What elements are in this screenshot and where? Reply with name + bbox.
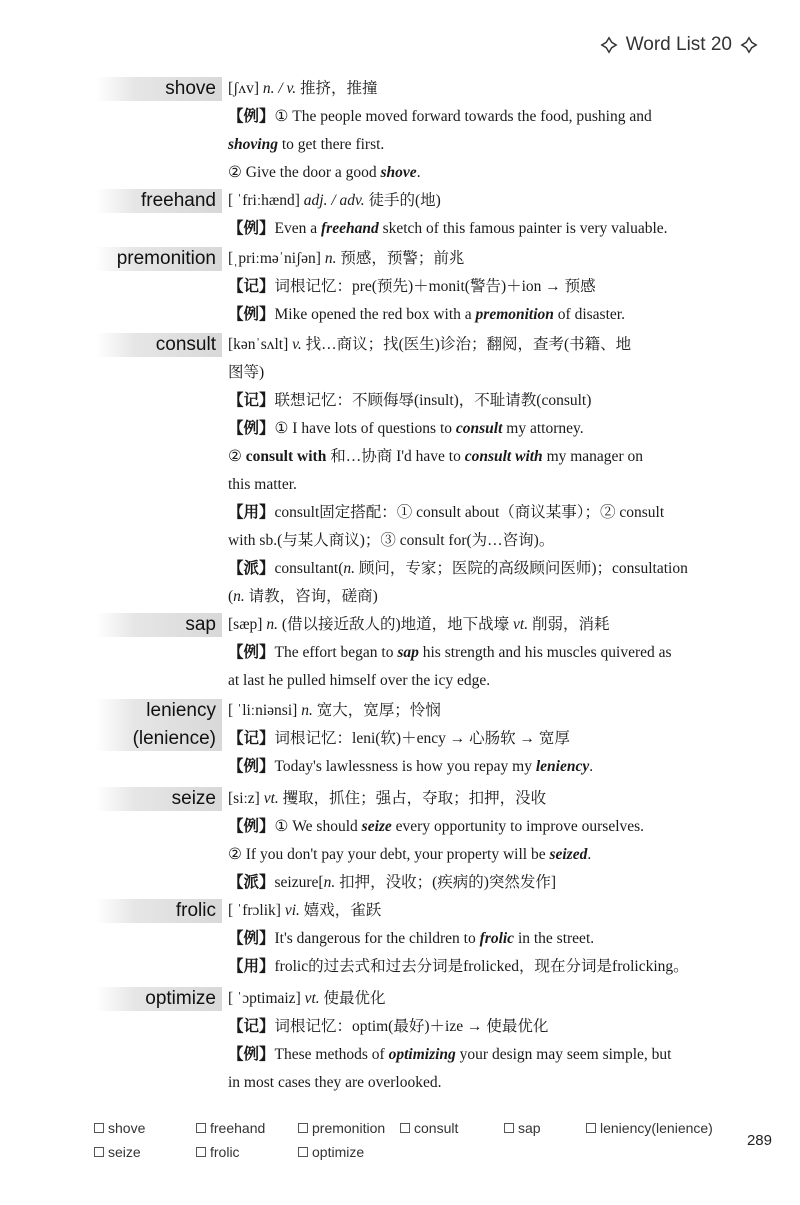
text-run: [sæp] (228, 616, 267, 633)
entry-line (228, 817, 752, 837)
label-tag: 【派】 (228, 560, 275, 577)
checkbox-icon[interactable] (94, 1147, 104, 1157)
text-run: ② (228, 448, 246, 465)
entry-line (228, 107, 752, 127)
text-run: ( (228, 588, 234, 605)
checklist-item[interactable] (298, 1120, 385, 1136)
entry-line (228, 363, 752, 383)
entry-line (228, 729, 752, 749)
checklist-label: shove (108, 1120, 146, 1136)
text-run: 推挤，推撞 (296, 80, 378, 97)
text-run: consultant( (274, 560, 344, 577)
checkbox-icon[interactable] (196, 1147, 206, 1157)
text-run: 和…协商 I'd have to (326, 448, 465, 465)
checkbox-icon[interactable] (94, 1123, 104, 1133)
text-run: frolic的过去式和过去分词是frolicked，现在分词是frolicking。 (274, 958, 689, 975)
entry-line (228, 929, 752, 949)
text-run: in the street. (514, 930, 595, 947)
entry-line (228, 1017, 752, 1037)
text-run: ① We should (274, 818, 362, 835)
part-of-speech: v. (292, 336, 302, 353)
keyword: consult (455, 420, 503, 437)
checklist-item[interactable] (504, 1120, 541, 1136)
text-run: [ ˈɔptimaiz] (228, 990, 305, 1007)
text-run: consult固定搭配：① consult about（商议某事）；② consult (274, 504, 665, 521)
checklist-label: sap (518, 1120, 541, 1136)
keyword: seized (549, 846, 588, 863)
checkbox-icon[interactable] (298, 1123, 308, 1133)
label-tag: 【用】 (228, 958, 275, 975)
text-run: at last he pulled himself over the icy edge. (228, 672, 491, 689)
checklist-label: optimize (312, 1144, 365, 1160)
text-run: your design may seem simple, but (455, 1046, 672, 1063)
part-of-speech: n. (343, 560, 356, 577)
text-run: [ ˈfriːhænd] (228, 192, 304, 209)
text-run: . (416, 164, 421, 181)
text-run: . (589, 758, 594, 775)
entry-line (228, 873, 752, 893)
checklist-item[interactable] (94, 1144, 141, 1160)
entry-line (228, 305, 752, 325)
keyword: freehand (321, 220, 379, 237)
text-run: seizure[ (274, 874, 324, 891)
part-of-speech: vi. (284, 902, 300, 919)
entry-line (228, 643, 752, 663)
checklist-label: leniency(lenience) (600, 1120, 713, 1136)
text-run: to get there first. (277, 136, 385, 153)
keyword: shove (380, 164, 417, 181)
text-run: Today's lawlessness is how you repay my (274, 758, 536, 775)
checklist-item[interactable] (94, 1120, 145, 1136)
label-tag: 【记】 (228, 392, 275, 409)
text-run: ② Give the door a good (228, 164, 381, 181)
label-tag: 【例】 (228, 644, 275, 661)
entry-line (228, 1045, 752, 1065)
label-tag: 【例】 (228, 108, 275, 125)
entry-line (228, 587, 752, 607)
part-of-speech: n. (233, 588, 245, 605)
text-run: Mike opened the red box with a (274, 306, 476, 323)
entry-line (228, 191, 752, 211)
label-tag: 【派】 (228, 874, 275, 891)
checklist-label: seize (108, 1144, 141, 1160)
keyword: consult with (464, 448, 543, 465)
entry-line (228, 503, 752, 523)
text-run: 联想记忆：不顾侮辱(insult)，不耻请教(consult) (274, 392, 592, 409)
headword: seize (171, 788, 216, 809)
text-run: 扣押，没收；(疾病的)突然发作] (335, 874, 557, 891)
headword: consult (155, 334, 216, 355)
keyword: sap (397, 644, 419, 661)
text-run: in most cases they are overlooked. (228, 1074, 442, 1091)
checklist-label: freehand (210, 1120, 266, 1136)
text-run: [siːz] (228, 790, 264, 807)
checklist-item[interactable] (196, 1120, 265, 1136)
entry-line (228, 671, 752, 691)
entry-line (228, 79, 752, 99)
entry-line (228, 789, 752, 809)
text-run: . (587, 846, 592, 863)
label-tag: 【记】 (228, 730, 275, 747)
text-run: 徒手的(地) (364, 192, 441, 209)
text-run: of disaster. (553, 306, 625, 323)
keyword: premonition (475, 306, 554, 323)
text-run: The effort began to (274, 644, 398, 661)
text-run: [ʃʌv] (228, 80, 263, 97)
page-number: 289 (746, 1132, 772, 1149)
part-of-speech: n. (301, 702, 313, 719)
keyword: leniency (535, 758, 590, 775)
label-tag: 【例】 (228, 758, 275, 775)
checkbox-icon[interactable] (400, 1123, 410, 1133)
text-run: 使最优化 (319, 990, 386, 1007)
part-of-speech: n. (324, 250, 337, 267)
text-run: 请教，咨询，磋商) (244, 588, 378, 605)
entry-line (228, 391, 752, 411)
entry-line (228, 219, 752, 239)
keyword: frolic (479, 930, 515, 947)
headword: sap (185, 614, 216, 635)
checklist-item[interactable] (196, 1144, 240, 1160)
text-run: 削弱，消耗 (528, 616, 610, 633)
text-run: 词根记忆：optim(最好)＋ize → 使最优化 (274, 1018, 549, 1035)
label-tag: consult with (245, 448, 327, 465)
label-tag: 【例】 (228, 220, 275, 237)
text-run: (借以接近敌人的)地道，地下战壕 (277, 616, 514, 633)
text-run: It's dangerous for the children to (274, 930, 480, 947)
part-of-speech: n. (323, 874, 336, 891)
part-of-speech: vt. (304, 990, 320, 1007)
checkbox-icon[interactable] (586, 1123, 596, 1133)
text-run: with sb.(与某人商议)；③ consult for(为…咨询)。 (228, 532, 555, 549)
checkbox-icon[interactable] (298, 1147, 308, 1157)
entry-line (228, 335, 752, 355)
headword: shove (165, 78, 216, 99)
text-run: 词根记忆：leni(软)＋ency → 心肠软 → 宽厚 (274, 730, 570, 747)
label-tag: 【例】 (228, 306, 275, 323)
text-run: Even a (274, 220, 321, 237)
text-run: ① The people moved forward towards the food, pushing and (274, 108, 652, 125)
entry-line (228, 701, 752, 721)
checkbox-icon[interactable] (196, 1123, 206, 1133)
entry-line (228, 531, 752, 551)
text-run: 找…商议；找(医生)诊治；翻阅，查考(书籍、地 (301, 336, 632, 353)
text-run: [ ˈliːniənsi] (228, 702, 302, 719)
text-run: These methods of (274, 1046, 389, 1063)
entry-line (228, 277, 752, 297)
entry-line (228, 1073, 752, 1093)
checklist-item[interactable] (400, 1120, 458, 1136)
text-run: his strength and his muscles quivered as (418, 644, 672, 661)
text-run: sketch of this famous painter is very valuable. (378, 220, 668, 237)
keyword: optimizing (388, 1046, 456, 1063)
ornament-icon (600, 36, 618, 54)
label-tag: 【例】 (228, 930, 275, 947)
headword-variant: (lenience) (132, 728, 216, 749)
label-tag: 【记】 (228, 278, 275, 295)
text-run: 嬉戏，雀跃 (299, 902, 382, 919)
part-of-speech: vt. (263, 790, 279, 807)
entry-line (228, 989, 752, 1009)
keyword: shoving (228, 136, 278, 153)
entry-line (228, 163, 752, 183)
header-title: Word List 20 (625, 34, 732, 55)
text-run: 宽大，宽厚；怜悯 (312, 702, 441, 719)
entry-line (228, 475, 752, 495)
headword: optimize (145, 988, 216, 1009)
checklist-item[interactable] (586, 1120, 713, 1136)
checklist-label: consult (414, 1120, 459, 1136)
entry-line (228, 957, 752, 977)
text-run: 预感，预警；前兆 (336, 250, 465, 267)
text-run: this matter. (228, 476, 297, 493)
text-run: [ ˈfrɔlik] (228, 902, 285, 919)
label-tag: 【用】 (228, 504, 275, 521)
headword: frolic (175, 900, 216, 921)
text-run: 攫取，抓住；强占，夺取；扣押，没收 (278, 790, 547, 807)
checklist-label: premonition (312, 1120, 386, 1136)
headword: leniency (146, 700, 216, 721)
label-tag: 【例】 (228, 420, 275, 437)
text-run: my attorney. (502, 420, 584, 437)
checkbox-icon[interactable] (504, 1123, 514, 1133)
label-tag: 【例】 (228, 818, 275, 835)
entry-line (228, 249, 752, 269)
text-run: ② If you don't pay your debt, your property will be (228, 846, 550, 863)
entry-line (228, 757, 752, 777)
label-tag: 【例】 (228, 1046, 275, 1063)
text-run: ① I have lots of questions to (274, 420, 456, 437)
text-run: 图等) (228, 364, 265, 381)
keyword: seize (361, 818, 392, 835)
text-run: every opportunity to improve ourselves. (391, 818, 645, 835)
running-header (600, 30, 758, 60)
entry-line (228, 419, 752, 439)
text-run: [kənˈsʌlt] (228, 336, 293, 353)
entry-line (228, 615, 752, 635)
checklist-item[interactable] (298, 1144, 364, 1160)
text-run: 词根记忆：pre(预先)＋monit(警告)＋ion → 预感 (274, 278, 596, 295)
entry-line (228, 135, 752, 155)
text-run: [ˌpriːməˈniʃən] (228, 250, 325, 267)
checklist-label: frolic (210, 1144, 240, 1160)
entry-line (228, 447, 752, 467)
headword: freehand (140, 190, 216, 211)
ornament-icon (740, 36, 758, 54)
entry-line (228, 901, 752, 921)
part-of-speech: adj. / adv. (303, 192, 365, 209)
part-of-speech: n. / v. (262, 80, 297, 97)
entry-line (228, 559, 752, 579)
part-of-speech: vt. (513, 616, 529, 633)
label-tag: 【记】 (228, 1018, 275, 1035)
text-run: my manager on (542, 448, 643, 465)
part-of-speech: n. (266, 616, 278, 633)
entry-line (228, 845, 752, 865)
text-run: 顾问，专家；医院的高级顾问医师)；consultation (355, 560, 688, 577)
headword: premonition (116, 248, 216, 269)
